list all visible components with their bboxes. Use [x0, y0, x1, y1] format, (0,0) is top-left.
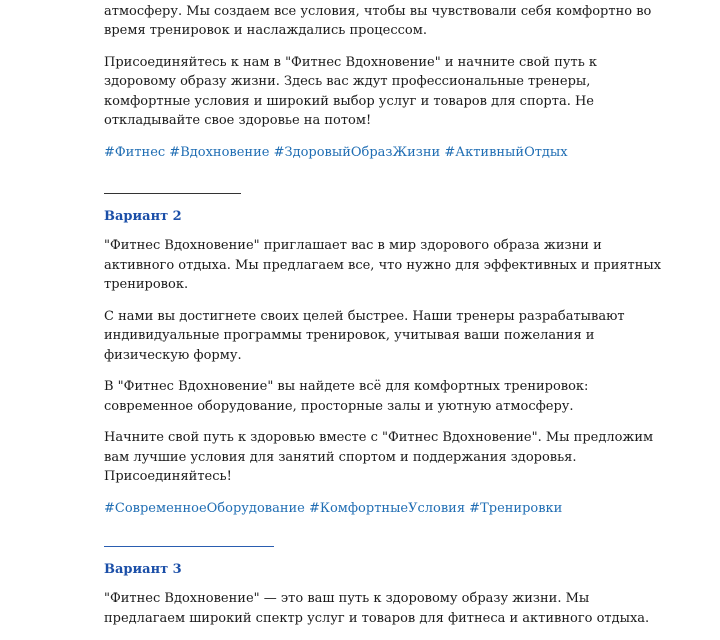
- section-divider-2: [104, 546, 274, 547]
- variant2-heading: Вариант 2: [104, 209, 182, 224]
- variant1-paragraph-2: Присоединяйтесь к нам в "Фитнес Вдохновение" и начните свой путь к здоровому образу жизни. Здесь вас ждут профессиональные тренеры, комфортные условия и широкий выбор услуг и товаров для спорта. Не откладывайте свое здоровье на потом!: [104, 54, 598, 128]
- variant1-hashtags[interactable]: #Фитнес #Вдохновение #ЗдоровыйОбразЖизни #АктивныйОтдых: [104, 144, 568, 160]
- variant1-paragraph-1: атмосферу. Мы создаем все условия, чтобы вы чувствовали себя комфортно во время тренировок и наслаждались процессом.: [104, 3, 652, 38]
- document-page: [104, 0, 664, 640]
- variant3-heading: Вариант 3: [104, 562, 182, 577]
- variant2-paragraph-2: С нами вы достигнете своих целей быстрее. Наши тренеры разрабатывают индивидуальные программы тренировок, учитывая ваши пожелания и физическую форму.: [104, 308, 625, 363]
- variant2-paragraph-3: В "Фитнес Вдохновение" вы найдете всё для комфортных тренировок: современное оборудование, просторные залы и уютную атмосферу.: [104, 379, 589, 414]
- variant2-paragraph-4: Начните свой путь к здоровью вместе с "Фитнес Вдохновение". Мы предложим вам лучшие условия для занятий спортом и поддержания здоровья. Присоединяйтесь!: [104, 430, 654, 484]
- section-divider-1: [104, 193, 241, 194]
- variant2-paragraph-1: "Фитнес Вдохновение" приглашает вас в мир здорового образа жизни и активного отдыха. Мы предлагаем все, что нужно для эффективных и приятных тренировок.: [104, 238, 662, 292]
- variant2-hashtags[interactable]: #СовременноеОборудование #КомфортныеУсловия #Тренировки: [104, 500, 563, 516]
- variant3-paragraph-1: "Фитнес Вдохновение" — это ваш путь к здоровому образу жизни. Мы предлагаем широкий спектр услуг и товаров для фитнеса и активного отдыха.: [104, 591, 650, 626]
